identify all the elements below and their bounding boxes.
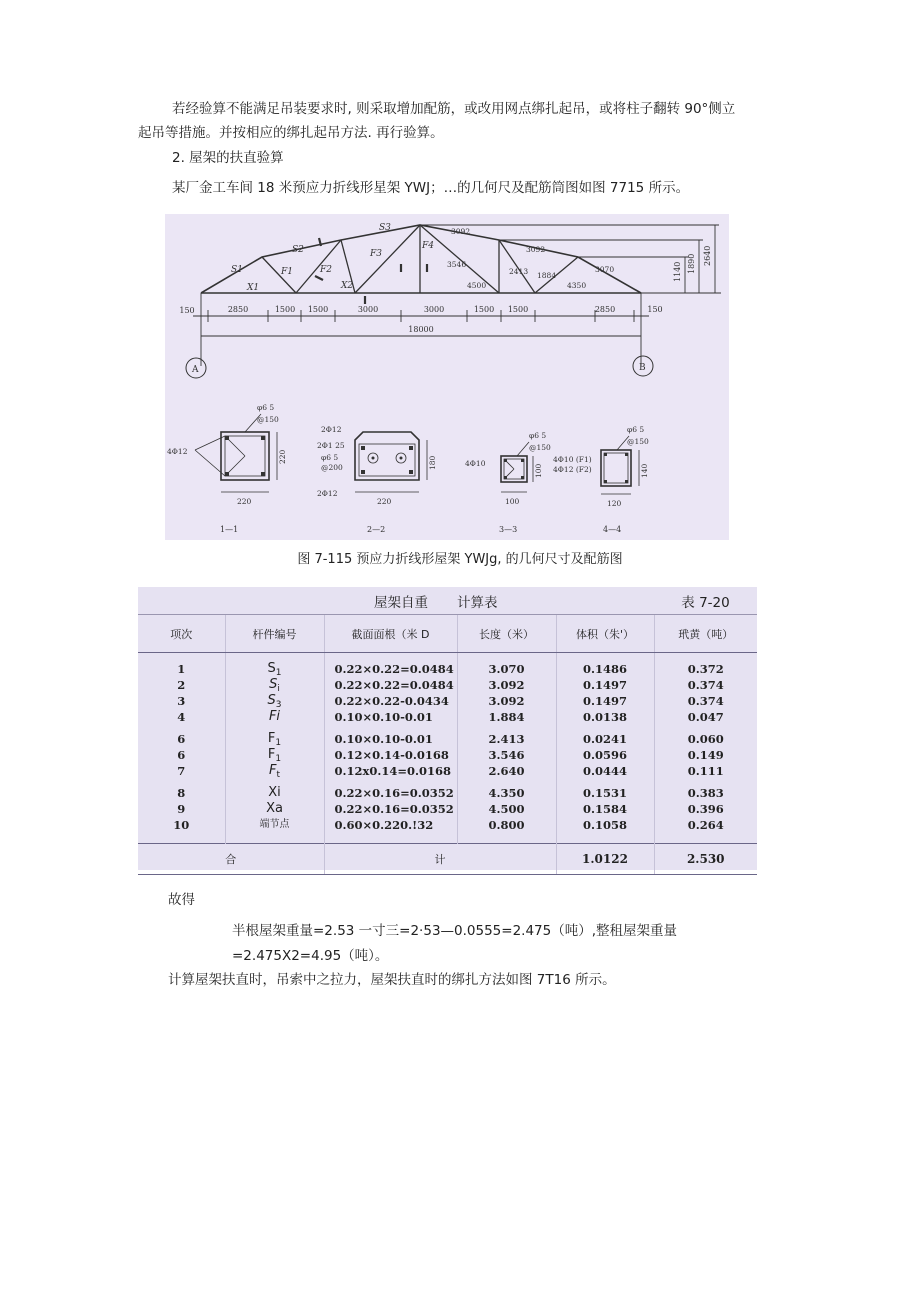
len-top-3: 3070 [595,265,615,274]
conclusion-line-2: =2.475X2=4.95（吨）。 [232,948,389,964]
dim-bottom-8: 1500 [507,305,529,314]
section-4-label: 4—4 [603,525,622,534]
section-3-3 [465,431,551,534]
dim-height-1: 1140 [673,261,682,282]
col-weight: 0.372 0.374 0.374 0.047 0.060 0.149 0.111 0.383 0.396 0.264 [687,662,724,832]
dim-bottom-10: 150 [647,305,663,314]
s3-spacing: @150 [529,443,551,452]
dim-height-3: 2640 [703,245,712,266]
dim-bottom-9: 2850 [594,305,616,314]
s2-width: 220 [377,497,392,506]
label-s3: S3 [379,223,391,233]
intro-line-1: 若经验算不能满足吊装要求时, 则采取增加配筋，或改用网点绑扎起吊，或将柱子翻转 90°侧立 [172,101,736,117]
s4-width: 120 [607,499,622,508]
s1-width: 220 [237,497,252,506]
label-f3: F3 [370,249,382,259]
weight-table [138,587,757,870]
section-2-label: 2—2 [367,525,386,534]
s2-height: 180 [428,455,437,470]
truss-figure [165,214,729,540]
col-section: 0.22×0.22=0.0484 0.22×0.22=0.0484 0.22×0.22-0.0434 0.10×0.10-0.01 0.10×0.10-0.01 0.12×0.14-0.0168 0.12x0.14=0.0168 0.22×0.16=0.0352 0.22×0.16=0.0352 0.60×0.220.!32 [324,653,457,844]
conclusion-line-1: 半根屋架重量=2.53 一寸三=2·53—0.0555=2.475（吨）,整租屋架重量 [232,923,678,939]
dim-bottom-6: 3000 [423,305,445,314]
s2-bottom-rebar: 2Φ12 [317,489,338,498]
section-heading: 2. 屋架的扶直验算 [172,150,284,166]
s1-rebar: 4Φ12 [167,447,188,456]
s1-stirrup: φ6 5 [257,403,275,412]
section-1-label: 1—1 [220,525,239,534]
s4-height: 140 [640,463,649,478]
conclusion-lead: 故得 [168,892,195,908]
s2-spacing: @200 [321,463,343,472]
conclusion-line-3: 计算屋架扶直时，吊索中之拉力，屋架扶直时的绑扎方法如图 7T16 所示。 [168,972,616,988]
label-x1: X1 [247,283,260,293]
section-2-2 [317,425,437,534]
col-volume: 0.1486 0.1497 0.1497 0.0138 0.0241 0.0596 0.0444 0.1531 0.1584 0.1058 [556,653,654,844]
table-title-gap [556,587,654,615]
s3-stirrup: φ6 5 [529,431,547,440]
dim-bottom-5: 3000 [357,305,379,314]
col-header-weight: 玳黄（吨） [654,615,757,653]
s3-rebar: 4Φ10 [465,459,486,468]
dim-bottom-4: 1500 [307,305,329,314]
total-weight: 2.530 [654,844,757,875]
total-label-1: 合 [138,844,324,875]
total-label-2: 计 [324,844,556,875]
total-row [138,844,757,875]
s4-spacing: @150 [627,437,649,446]
col-header-section: 截面面根（米 D [324,615,457,653]
col-header-length: 长度（米） [457,615,556,653]
col-length: 3.070 3.092 3.092 1.884 2.413 3.546 2.640 4.350 4.500 0.800 [457,653,556,844]
label-s1: S1 [231,265,243,275]
len-bottom-1: 4500 [467,281,487,290]
dim-height-2: 1890 [687,253,696,274]
s1-height: 220 [278,449,287,464]
col-header-no: 项次 [138,615,225,653]
col-no: 1 2 3 4 6 6 7 8 9 10 [138,653,225,844]
s2-stirrup: φ6 5 [321,453,339,462]
col-header-volume: 体积（朱'） [556,615,654,653]
dim-total-span: 18000 [408,325,434,334]
section-1-1 [167,403,287,534]
s2-top-rebar: 2Φ12 [321,425,342,434]
s2-prestress: 2Φ1 25 [317,441,345,450]
col-member: $S_1$ $S_i$ $S_3$ Fi $F_1$ $F_1$ $F_t$ Xi Xa 端节点 [225,653,324,844]
total-volume: 1.0122 [556,844,654,875]
intro-figure-reference: 某厂金工车间 18 米预应力折线形星架 YWJ；…的几何尺及配筋筒图如图 7715 所示。 [172,180,690,196]
dim-bottom-2: 2850 [227,305,249,314]
s1-spacing: @150 [257,415,279,424]
len-top-2: 3092 [526,245,546,254]
table-number: 表 7-20 [654,587,757,615]
s4-rebar-f2: 4Φ12 (F2) [553,465,592,474]
len-web-2: 2413 [509,267,529,276]
axis-a-label: A [192,365,199,375]
section-3-label: 3—3 [499,525,518,534]
dim-bottom-1: 150 [179,306,195,315]
s4-rebar-f1: 4Φ10 (F1) [553,455,592,464]
intro-line-2: 起吊等措施。并按相应的绑扎起吊方法. 再行验算。 [138,125,444,141]
axis-b-label: B [639,363,646,373]
label-f1: F1 [281,267,293,277]
label-x2: X2 [341,281,354,291]
col-header-member: 杆件编号 [225,615,324,653]
len-web-3: 1884 [537,271,557,280]
label-f4: F4 [422,241,434,251]
dim-bottom-3: 1500 [274,305,296,314]
section-4-4 [553,425,649,534]
dim-bottom-7: 1500 [473,305,495,314]
web-members [262,225,578,293]
len-bottom-2: 4350 [567,281,587,290]
len-top-1: 3092 [451,227,471,236]
table-title-spacer [138,587,324,615]
table-title: 屋架自重 [324,587,457,615]
table-title-2: 计算表 [457,587,556,615]
s3-width: 100 [505,497,520,506]
label-s2: S2 [292,245,304,255]
label-f2: F2 [320,265,332,275]
s3-height: 100 [534,463,543,478]
figure-caption: 图 7-115 预应力折线形屋架 YWJg, 的几何尺寸及配筋图 [297,552,623,567]
len-web-1: 3546 [447,260,467,269]
s4-stirrup: φ6 5 [627,425,645,434]
